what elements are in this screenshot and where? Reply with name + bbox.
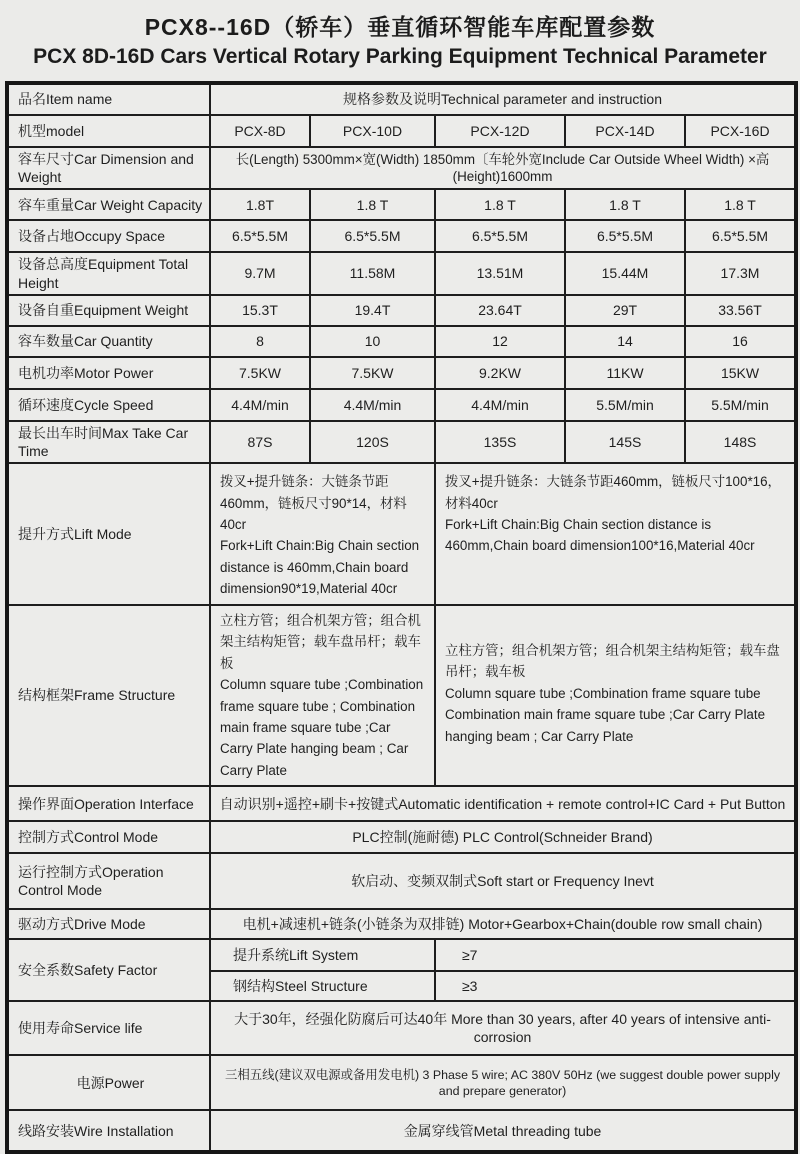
dimension-value-cell: 长(Length) 5300mm×宽(Width) 1850mm〔车轮外宽Include Car Outside Wheel Width) ×高(Height)1600mm <box>210 147 796 189</box>
value-cell: 145S <box>565 421 685 463</box>
lift-mode-left-cell <box>210 463 435 605</box>
row-label-cell: 操作界面Operation Interface <box>7 786 210 821</box>
value-cell: 23.64T <box>435 295 565 326</box>
row-label-cell: 设备自重Equipment Weight <box>7 295 210 326</box>
page-title-en: PCX 8D-16D Cars Vertical Rotary Parking Equipment Technical Parameter <box>33 45 767 68</box>
value-cell: 11.58M <box>310 252 435 294</box>
value-cell: 17.3M <box>685 252 796 294</box>
value-cell: 6.5*5.5M <box>685 220 796 252</box>
value-cell: 5.5M/min <box>685 389 796 421</box>
row-label-cell: 驱动方式Drive Mode <box>7 909 210 939</box>
safety-name-cell: 提升系统Lift System <box>210 939 435 971</box>
full-span-value-cell: 软启动、变频双制式Soft start or Frequency Inevt <box>210 853 796 909</box>
full-span-value-cell: 电机+减速机+链条(小链条为双排链) Motor+Gearbox+Chain(double row small chain) <box>210 909 796 939</box>
row-label-cell: 提升方式Lift Mode <box>7 463 210 605</box>
value-cell: 11KW <box>565 357 685 389</box>
value-cell: 15KW <box>685 357 796 389</box>
value-cell: 7.5KW <box>310 357 435 389</box>
row-label-cell: 设备占地Occupy Space <box>7 220 210 252</box>
safety-value-cell: ≥7 <box>435 939 796 971</box>
model-cell: PCX-12D <box>435 115 565 147</box>
row-label-cell: 最长出车时间Max Take Car Time <box>7 421 210 463</box>
row-label-cell: 结构框架Frame Structure <box>7 605 210 787</box>
spec-table <box>5 81 798 1154</box>
lift-mode-right-en: Fork+Lift Chain:Big Chain section distance is 460mm,Chain board dimension100*16,Material 40cr <box>445 517 755 554</box>
row-label-cell: 容车尺寸Car Dimension and Weight <box>7 147 210 189</box>
model-cell: PCX-16D <box>685 115 796 147</box>
full-span-value-cell: PLC控制(施耐德) PLC Control(Schneider Brand) <box>210 821 796 853</box>
row-label-cell: 容车重量Car Weight Capacity <box>7 189 210 220</box>
spec-header-cell: 规格参数及说明Technical parameter and instruction <box>210 83 796 115</box>
row-label-cell: 电源Power <box>7 1055 210 1110</box>
value-cell: 13.51M <box>435 252 565 294</box>
value-cell: 6.5*5.5M <box>435 220 565 252</box>
row-label-cell: 循环速度Cycle Speed <box>7 389 210 421</box>
model-label-cell: 机型model <box>7 115 210 147</box>
value-cell: 5.5M/min <box>565 389 685 421</box>
value-cell: 6.5*5.5M <box>565 220 685 252</box>
frame-left-en: Column square tube ;Combination frame square tube ; Combination main frame square tube ;Car Carry Plate hanging beam ; Car Carry Plate <box>220 677 424 778</box>
value-cell: 10 <box>310 326 435 357</box>
value-cell: 120S <box>310 421 435 463</box>
full-span-value-cell: 大于30年，经强化防腐后可达40年 More than 30 years, after 40 years of intensive anti-corrosion <box>210 1001 796 1055</box>
safety-name-cell: 钢结构Steel Structure <box>210 971 435 1001</box>
model-cell: PCX-14D <box>565 115 685 147</box>
frame-right-cn: 立柱方管；组合机架方管；组合机架主结构矩管；载车盘吊杆；载车板 <box>445 642 780 680</box>
value-cell: 6.5*5.5M <box>310 220 435 252</box>
lift-mode-left-cn: 拨叉+提升链条：大链条节距460mm，链板尺寸90*14，材料40cr <box>220 474 407 532</box>
value-cell: 29T <box>565 295 685 326</box>
page-title-cn: PCX8--16D（轿车）垂直循环智能车库配置参数 <box>144 14 656 40</box>
value-cell: 16 <box>685 326 796 357</box>
row-label-cell: 容车数量Car Quantity <box>7 326 210 357</box>
row-label-cell: 使用寿命Service life <box>7 1001 210 1055</box>
value-cell: 15.44M <box>565 252 685 294</box>
value-cell: 4.4M/min <box>435 389 565 421</box>
frame-structure-right-cell <box>435 605 796 787</box>
lift-mode-right-cell <box>435 463 796 605</box>
lift-mode-left-en: Fork+Lift Chain:Big Chain section distance is 460mm,Chain board dimension90*19,Material 40cr <box>220 538 420 597</box>
value-cell: 33.56T <box>685 295 796 326</box>
value-cell: 8 <box>210 326 310 357</box>
frame-structure-left-cell <box>210 605 435 787</box>
value-cell: 1.8T <box>210 189 310 220</box>
safety-value-cell: ≥3 <box>435 971 796 1001</box>
frame-right-en-line1: Column square tube ;Combination frame square tube <box>445 685 761 701</box>
row-label-cell: 设备总高度Equipment Total Height <box>7 252 210 294</box>
model-cell: PCX-10D <box>310 115 435 147</box>
row-label-cell: 安全系数Safety Factor <box>7 939 210 1001</box>
full-span-value-cell: 自动识别+遥控+刷卡+按键式Automatic identification + remote control+IC Card + Put Button <box>210 786 796 821</box>
row-label-cell: 控制方式Control Mode <box>7 821 210 853</box>
value-cell: 4.4M/min <box>310 389 435 421</box>
value-cell: 4.4M/min <box>210 389 310 421</box>
value-cell: 1.8 T <box>435 189 565 220</box>
model-cell: PCX-8D <box>210 115 310 147</box>
value-cell: 14 <box>565 326 685 357</box>
frame-left-cn: 立柱方管；组合机架方管；组合机架主结构矩管；载车盘吊杆；载车板 <box>220 612 421 671</box>
full-span-value-cell: 三相五线(建议双电源或备用发电机) 3 Phase 5 wire; AC 380V 50Hz (we suggest double power supply and prepare generator) <box>210 1055 796 1110</box>
frame-right-en-line2: Combination main frame square tube ;Car Carry Plate hanging beam ; Car Carry Plate <box>445 707 766 744</box>
value-cell: 87S <box>210 421 310 463</box>
full-span-value-cell: 金属穿线管Metal threading tube <box>210 1110 796 1152</box>
value-cell: 1.8 T <box>685 189 796 220</box>
item-name-label-cell: 品名Item name <box>7 83 210 115</box>
value-cell: 9.7M <box>210 252 310 294</box>
value-cell: 148S <box>685 421 796 463</box>
value-cell: 19.4T <box>310 295 435 326</box>
value-cell: 9.2KW <box>435 357 565 389</box>
value-cell: 7.5KW <box>210 357 310 389</box>
page-header <box>0 0 800 69</box>
row-label-cell: 电机功率Motor Power <box>7 357 210 389</box>
row-label-cell: 线路安装Wire Installation <box>7 1110 210 1152</box>
value-cell: 1.8 T <box>310 189 435 220</box>
value-cell: 6.5*5.5M <box>210 220 310 252</box>
row-label-cell: 运行控制方式Operation Control Mode <box>7 853 210 909</box>
value-cell: 12 <box>435 326 565 357</box>
value-cell: 135S <box>435 421 565 463</box>
value-cell: 15.3T <box>210 295 310 326</box>
lift-mode-right-cn: 拨叉+提升链条：大链条节距460mm，链板尺寸100*16，材料40cr <box>445 474 781 511</box>
value-cell: 1.8 T <box>565 189 685 220</box>
